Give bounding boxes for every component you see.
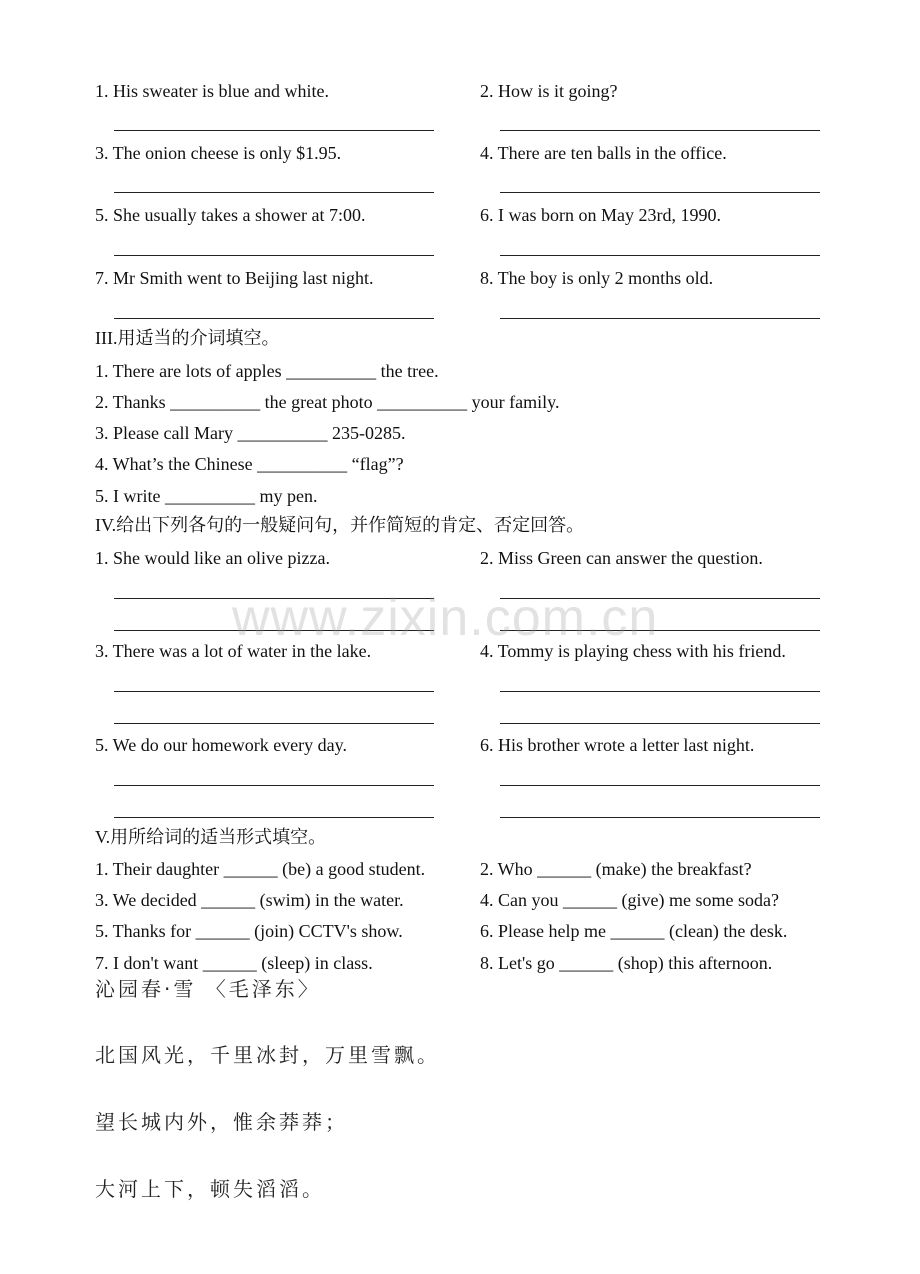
exercise-item: 5. I write __________ my pen. xyxy=(95,486,318,506)
exercise-item: 5. She usually takes a shower at 7:00. xyxy=(95,205,366,225)
answer-line[interactable] xyxy=(114,785,434,786)
exercise-item: 7. Mr Smith went to Beijing last night. xyxy=(95,268,374,288)
answer-line[interactable] xyxy=(114,130,434,131)
poem-line: 大河上下，顿失滔滔。 xyxy=(95,1177,325,1201)
answer-line[interactable] xyxy=(500,192,820,193)
answer-line[interactable] xyxy=(114,255,434,256)
exercise-item: 2. Miss Green can answer the question. xyxy=(480,548,763,568)
answer-line[interactable] xyxy=(114,318,434,319)
exercise-item: 3. There was a lot of water in the lake. xyxy=(95,641,372,661)
exercise-item: 1. She would like an olive pizza. xyxy=(95,548,330,568)
exercise-item: 2. Who ______ (make) the breakfast? xyxy=(480,859,752,879)
exercise-item: 2. How is it going? xyxy=(480,81,618,101)
exercise-item: 5. We do our homework every day. xyxy=(95,735,347,755)
poem-line: 望长城内外，惟余莽莽； xyxy=(95,1110,348,1134)
exercise-item: 4. There are ten balls in the office. xyxy=(480,143,727,163)
answer-line[interactable] xyxy=(114,723,434,724)
answer-line[interactable] xyxy=(114,691,434,692)
exercise-item: 1. There are lots of apples __________ the tree. xyxy=(95,361,439,381)
answer-line[interactable] xyxy=(500,785,820,786)
exercise-item: 3. The onion cheese is only $1.95. xyxy=(95,143,342,163)
exercise-item: 3. We decided ______ (swim) in the water. xyxy=(95,890,404,910)
exercise-item: 1. His sweater is blue and white. xyxy=(95,81,329,101)
answer-line[interactable] xyxy=(500,817,820,818)
section-heading: IV.给出下列各句的一般疑问句，并作简短的肯定、否定回答。 xyxy=(95,515,585,535)
answer-line[interactable] xyxy=(500,255,820,256)
watermark: www.zixin.com.cn xyxy=(232,589,659,647)
section-heading: III.用适当的介词填空。 xyxy=(95,328,280,348)
exercise-item: 8. Let's go ______ (shop) this afternoon. xyxy=(480,953,773,973)
exercise-item: 4. Tommy is playing chess with his friend. xyxy=(480,641,786,661)
exercise-item: 8. The boy is only 2 months old. xyxy=(480,268,714,288)
exercise-item: 3. Please call Mary __________ 235-0285. xyxy=(95,423,406,443)
exercise-item: 7. I don't want ______ (sleep) in class. xyxy=(95,953,373,973)
answer-line[interactable] xyxy=(500,723,820,724)
exercise-item: 4. Can you ______ (give) me some soda? xyxy=(480,890,779,910)
section-heading: V.用所给词的适当形式填空。 xyxy=(95,827,327,847)
exercise-item: 1. Their daughter ______ (be) a good student. xyxy=(95,859,426,879)
exercise-item: 6. Please help me ______ (clean) the desk. xyxy=(480,921,788,941)
exercise-item: 6. His brother wrote a letter last night. xyxy=(480,735,755,755)
answer-line[interactable] xyxy=(500,130,820,131)
poem-title: 沁园春·雪 〈毛泽东〉 xyxy=(95,977,321,1001)
answer-line[interactable] xyxy=(500,691,820,692)
exercise-item: 2. Thanks __________ the great photo __________ your family. xyxy=(95,392,560,412)
exercise-item: 6. I was born on May 23rd, 1990. xyxy=(480,205,721,225)
exercise-item: 4. What’s the Chinese __________ “flag”? xyxy=(95,454,404,474)
answer-line[interactable] xyxy=(114,817,434,818)
exercise-item: 5. Thanks for ______ (join) CCTV's show. xyxy=(95,921,403,941)
answer-line[interactable] xyxy=(114,192,434,193)
poem-line: 北国风光，千里冰封，万里雪飘。 xyxy=(95,1043,440,1067)
answer-line[interactable] xyxy=(500,318,820,319)
